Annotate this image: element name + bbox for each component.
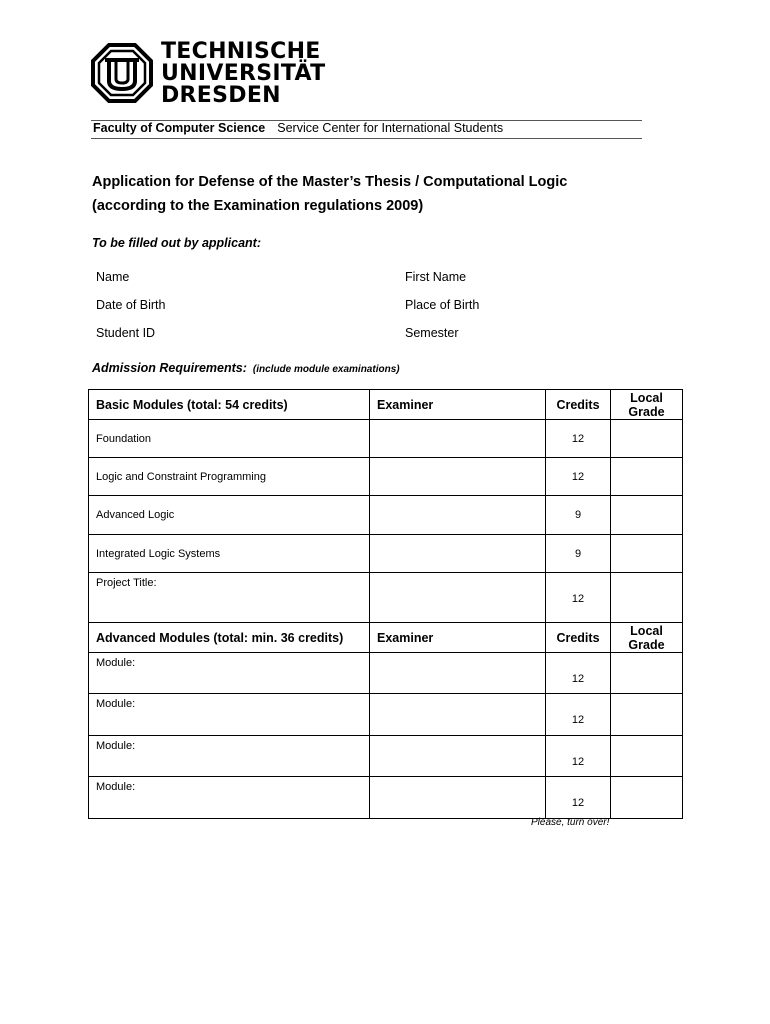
header-rule-bottom [91, 138, 642, 139]
faculty-name: Faculty of Computer Science [93, 121, 266, 135]
applicant-heading: To be filled out by applicant: [92, 236, 261, 250]
university-name [161, 41, 325, 107]
credits-cell: 12 [546, 573, 611, 623]
date-of-birth-field[interactable]: Date of Birth [96, 298, 166, 312]
credits-cell: 9 [546, 496, 611, 535]
grade-cell[interactable] [611, 694, 683, 736]
local-grade-header-line1: Local [630, 623, 663, 638]
credits-cell: 12 [546, 458, 611, 496]
table-row [89, 653, 683, 694]
first-name-field[interactable]: First Name [405, 270, 467, 284]
grade-cell[interactable] [611, 458, 683, 496]
university-name-line1: TECHNISCHE [161, 39, 321, 64]
examiner-cell[interactable] [370, 496, 546, 535]
university-name-line2: UNIVERSITÄT [161, 61, 326, 86]
examiner-cell[interactable] [370, 458, 546, 496]
turn-over-note: Please, turn over! [531, 817, 610, 828]
table-row [89, 496, 683, 535]
examiner-cell[interactable] [370, 736, 546, 777]
module-name: Foundation [89, 420, 370, 458]
examiner-header: Examiner [370, 390, 546, 420]
examiner-cell[interactable] [370, 694, 546, 736]
table-row [89, 420, 683, 458]
grade-cell[interactable] [611, 535, 683, 573]
credits-header: Credits [546, 390, 611, 420]
module-cell[interactable]: Module: [89, 736, 370, 777]
name-field[interactable]: Name [96, 270, 130, 284]
table-row [89, 694, 683, 736]
local-grade-header-line2: Grade [628, 637, 665, 652]
grade-cell[interactable] [611, 653, 683, 694]
admission-heading [92, 361, 400, 375]
examiner-cell[interactable] [370, 535, 546, 573]
document-title: Application for Defense of the Master’s Thesis / Computational Logic [92, 174, 568, 190]
table-row [89, 777, 683, 819]
grade-cell[interactable] [611, 496, 683, 535]
basic-modules-header: Basic Modules (total: 54 credits) [89, 390, 370, 420]
local-grade-header [611, 390, 683, 420]
credits-cell: 12 [546, 694, 611, 736]
project-title-cell[interactable]: Project Title: [89, 573, 370, 623]
local-grade-header [611, 623, 683, 653]
examiner-cell[interactable] [370, 420, 546, 458]
examiner-cell[interactable] [370, 653, 546, 694]
semester-field[interactable]: Semester [405, 326, 459, 340]
place-of-birth-field[interactable]: Place of Birth [405, 298, 480, 312]
module-name: Logic and Constraint Programming [89, 458, 370, 496]
table-row [89, 458, 683, 496]
student-id-field[interactable]: Student ID [96, 326, 156, 340]
advanced-modules-header-row [89, 623, 683, 653]
document-subtitle: (according to the Examination regulations 2009) [92, 198, 424, 214]
module-cell[interactable]: Module: [89, 694, 370, 736]
examiner-header: Examiner [370, 623, 546, 653]
faculty-line [93, 121, 503, 135]
credits-header: Credits [546, 623, 611, 653]
examiner-cell[interactable] [370, 777, 546, 819]
local-grade-header-line2: Grade [628, 404, 665, 419]
local-grade-header-line1: Local [630, 390, 663, 405]
module-cell[interactable]: Module: [89, 777, 370, 819]
grade-cell[interactable] [611, 777, 683, 819]
grade-cell[interactable] [611, 736, 683, 777]
credits-cell: 12 [546, 736, 611, 777]
table-row [89, 736, 683, 777]
service-center: Service Center for International Students [277, 121, 504, 135]
university-name-line3: DRESDEN [161, 83, 281, 108]
basic-modules-header-row [89, 390, 683, 420]
admission-note: (include module examinations) [252, 364, 400, 375]
module-cell[interactable]: Module: [89, 653, 370, 694]
module-name: Advanced Logic [89, 496, 370, 535]
credits-cell: 12 [546, 420, 611, 458]
admission-title: Admission Requirements: [92, 361, 247, 375]
grade-cell[interactable] [611, 573, 683, 623]
table-row [89, 573, 683, 623]
university-logo-icon [91, 43, 153, 103]
examiner-cell[interactable] [370, 573, 546, 623]
advanced-modules-header: Advanced Modules (total: min. 36 credits) [89, 623, 370, 653]
credits-cell: 12 [546, 653, 611, 694]
modules-table [88, 389, 683, 819]
table-row [89, 535, 683, 573]
module-name: Integrated Logic Systems [89, 535, 370, 573]
credits-cell: 12 [546, 777, 611, 819]
grade-cell[interactable] [611, 420, 683, 458]
credits-cell: 9 [546, 535, 611, 573]
